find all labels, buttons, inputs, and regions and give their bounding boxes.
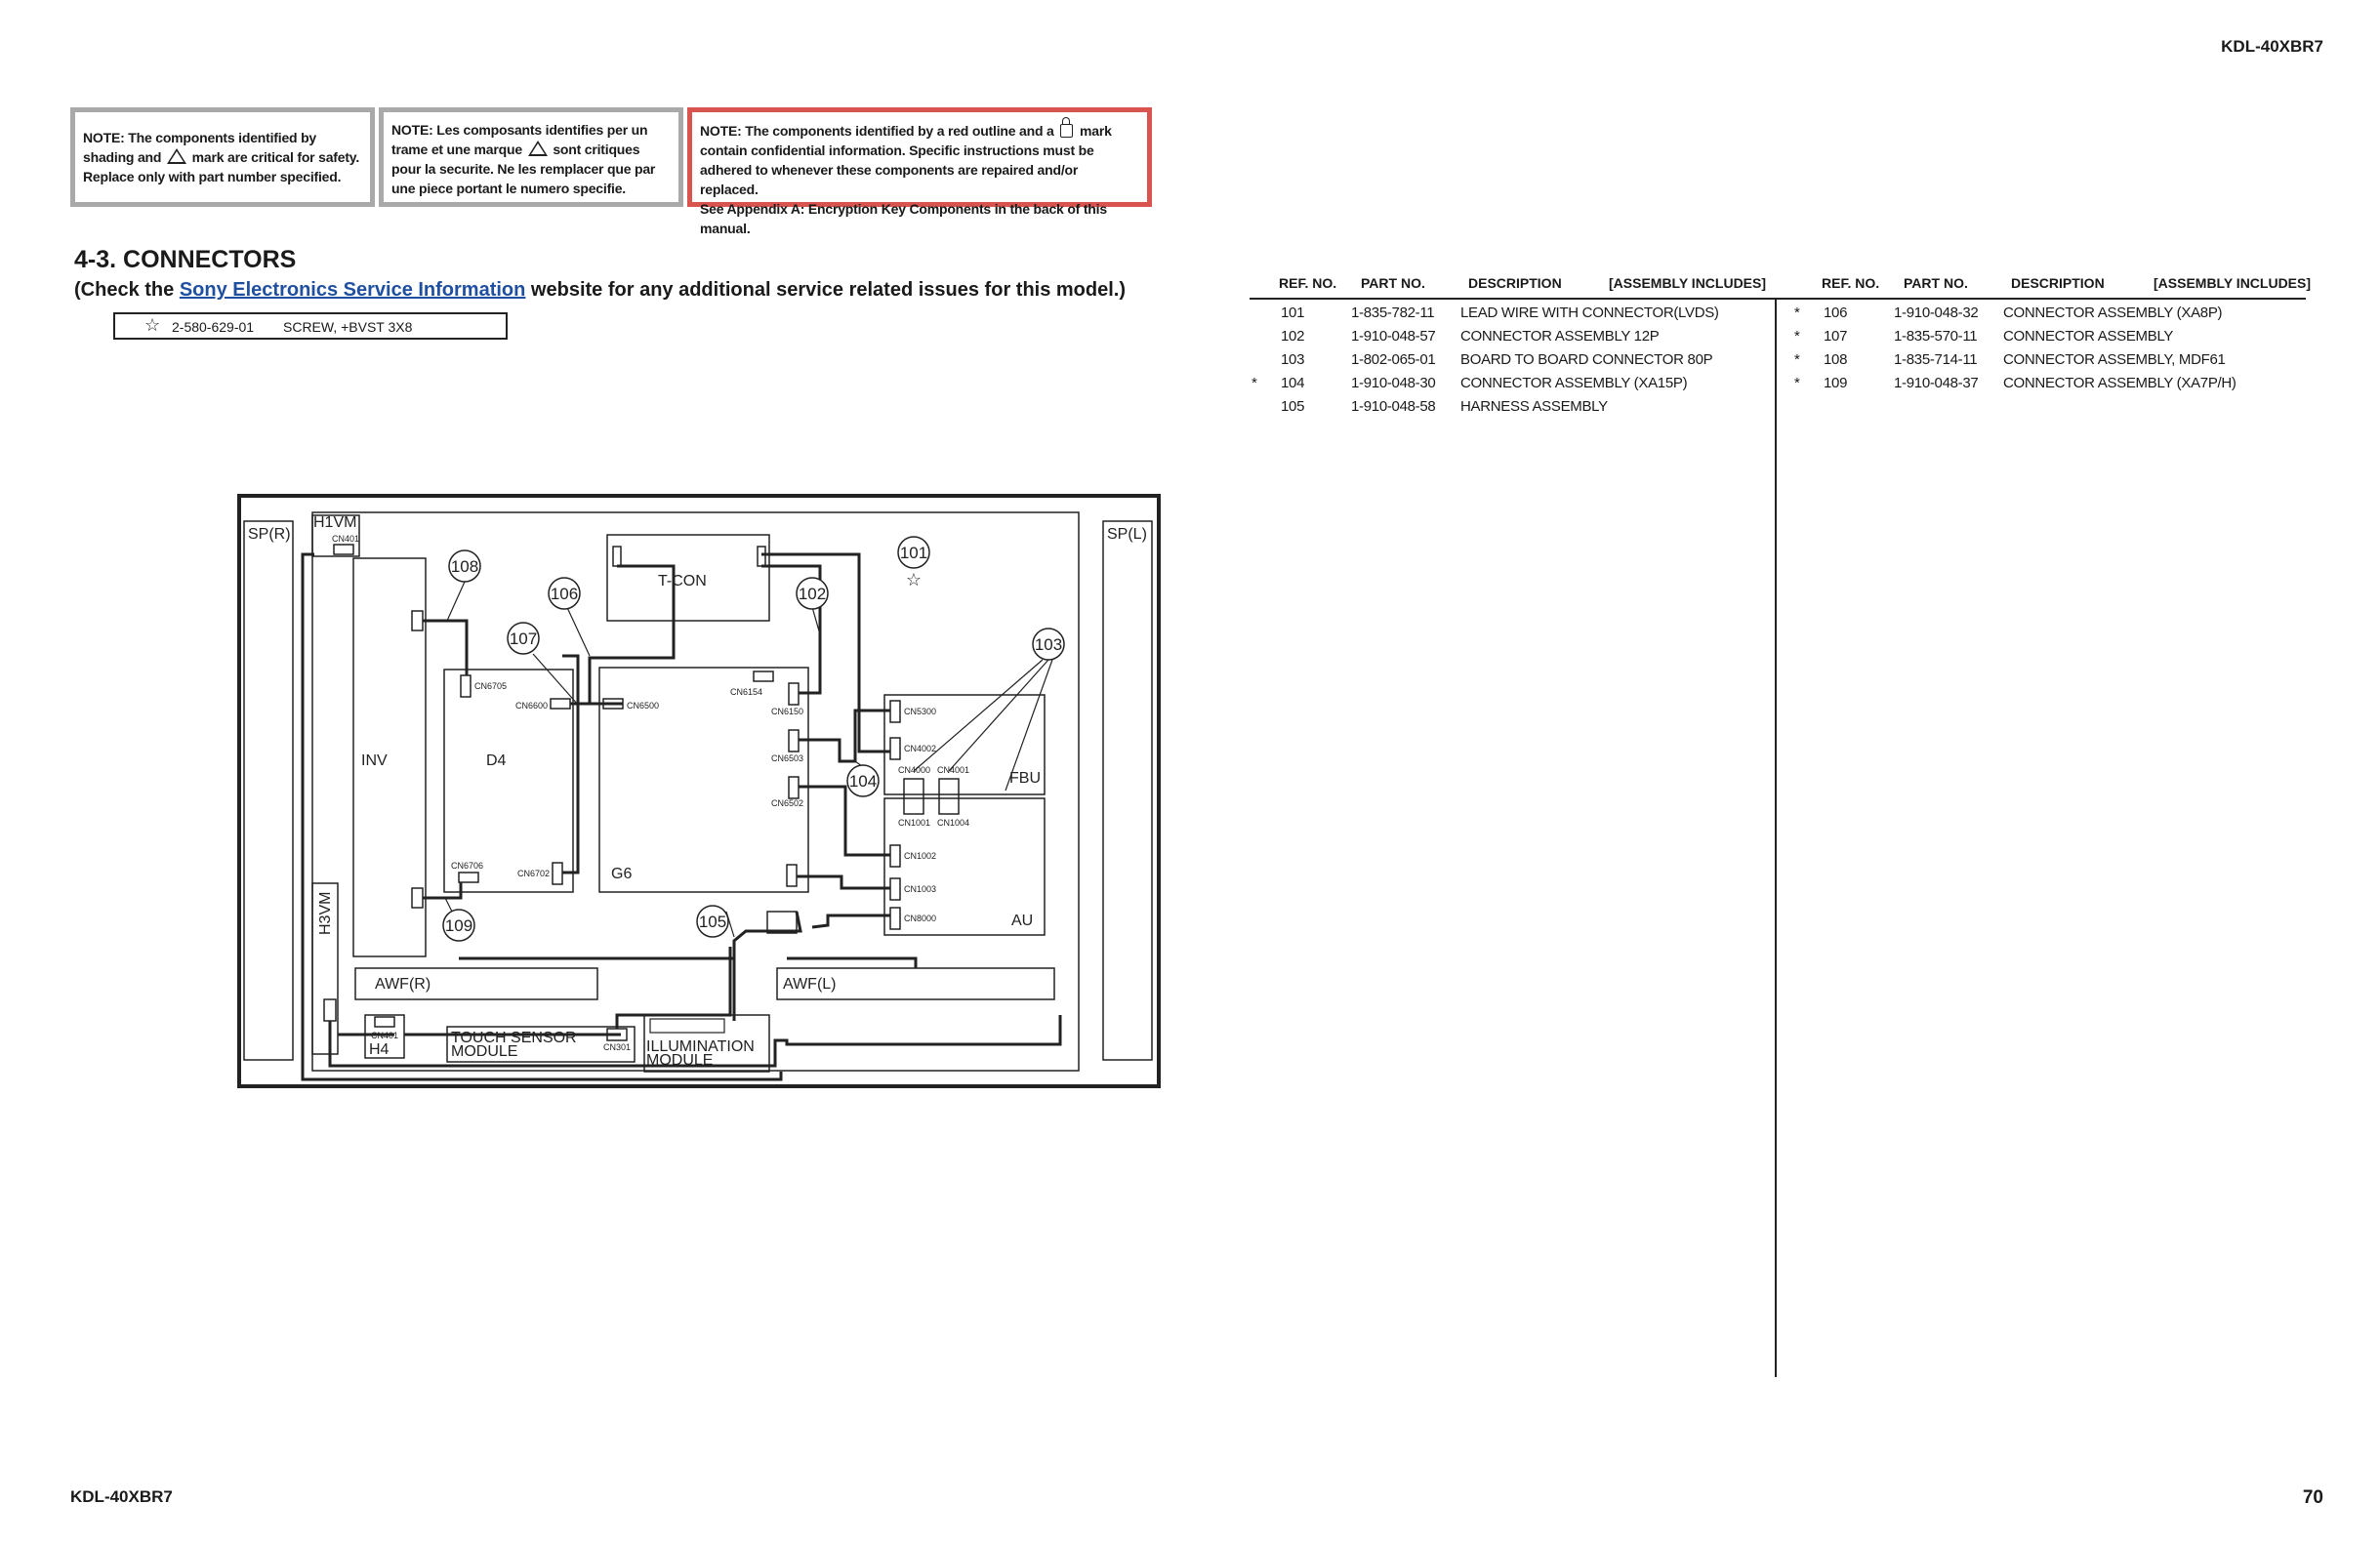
- label-cn5300: CN5300: [904, 707, 937, 716]
- connector-cn5300: [890, 701, 900, 722]
- label-cn401-top: CN401: [332, 534, 360, 544]
- row-part: 1-802-065-01: [1351, 351, 1436, 368]
- row-ref: 108: [1824, 351, 1848, 368]
- connector-tcon-left: [613, 547, 621, 566]
- label-cn6150: CN6150: [771, 707, 804, 716]
- label-fbu: FBU: [1009, 770, 1041, 787]
- page-number: 70: [2302, 1487, 2323, 1508]
- label-cn6502: CN6502: [771, 798, 804, 808]
- row-mark: *: [1794, 351, 1800, 368]
- header-part: PART NO.: [1904, 275, 1968, 291]
- row-part: 1-835-570-11: [1894, 328, 1978, 345]
- row-desc: CONNECTOR ASSEMBLY, MDF61: [2003, 351, 2226, 368]
- label-h1vm: H1VM: [313, 514, 357, 531]
- row-part: 1-910-048-37: [1894, 375, 1979, 391]
- label-tcon: T-CON: [658, 573, 707, 589]
- note-text: mark contain confidential information. Specific instructions must be adhered to whenever these components are repaired and/or replaced.: [700, 123, 1112, 197]
- cable-left-run: [303, 554, 781, 1079]
- callout-109: 109: [444, 916, 473, 935]
- row-mark: *: [1794, 328, 1800, 345]
- label-d4: D4: [486, 752, 507, 769]
- illumination-connector: [650, 1019, 724, 1033]
- header-desc: DESCRIPTION: [1468, 275, 1562, 291]
- label-h3vm: H3VM: [317, 891, 334, 935]
- row-desc: BOARD TO BOARD CONNECTOR 80P: [1460, 351, 1713, 368]
- header-desc: DESCRIPTION: [2011, 275, 2105, 291]
- label-cn6503: CN6503: [771, 753, 804, 763]
- connector-cn6706: [459, 873, 478, 882]
- connector-cn1002: [890, 845, 900, 867]
- screw-part-no: 2-580-629-01: [172, 319, 255, 335]
- leader-106: [564, 601, 590, 656]
- cable-108: [423, 621, 467, 675]
- model-header: KDL-40XBR7: [2221, 37, 2323, 56]
- callout-107: 107: [509, 630, 538, 648]
- cable-105-to-au: [812, 915, 890, 927]
- header-part: PART NO.: [1361, 275, 1425, 291]
- row-desc: CONNECTOR ASSEMBLY (XA15P): [1460, 375, 1688, 391]
- row-desc: LEAD WIRE WITH CONNECTOR(LVDS): [1460, 305, 1719, 321]
- row-ref: 104: [1281, 375, 1305, 391]
- connector-cn4002: [890, 738, 900, 759]
- board-sp-r: [244, 521, 293, 1060]
- cable-109: [423, 882, 461, 898]
- callout-105: 105: [698, 913, 727, 931]
- note-text: The components identified by a red outline and a: [745, 123, 1054, 139]
- label-illumination-1: ILLUMINATION: [646, 1038, 755, 1055]
- callout-102: 102: [798, 585, 827, 603]
- note-label: NOTE:: [83, 130, 125, 145]
- callout-103: 103: [1034, 635, 1063, 654]
- connector-cn1003: [890, 878, 900, 900]
- cable-runs: [303, 554, 1063, 1079]
- board-d4: [444, 670, 573, 892]
- label-sp-l: SP(L): [1107, 526, 1147, 543]
- label-h4: H4: [369, 1041, 390, 1058]
- callout-108: 108: [450, 557, 479, 576]
- row-ref: 103: [1281, 351, 1305, 368]
- row-ref: 106: [1824, 305, 1848, 321]
- label-touch-1: TOUCH SENSOR: [451, 1030, 577, 1046]
- connector-cn401-top: [334, 545, 353, 554]
- connector-h3vm: [324, 999, 336, 1021]
- cable-104c: [797, 876, 890, 888]
- row-mark: *: [1794, 305, 1800, 321]
- row-ref: 105: [1281, 398, 1305, 415]
- label-cn4002: CN4002: [904, 744, 937, 753]
- cable-awf-l: [787, 958, 916, 968]
- callout-104: 104: [848, 772, 878, 791]
- label-au: AU: [1011, 913, 1034, 929]
- cable-d4-g6: [562, 656, 578, 873]
- star-icon: ☆: [144, 315, 161, 335]
- section-title: 4-3. CONNECTORS: [74, 246, 297, 273]
- row-desc: HARNESS ASSEMBLY: [1460, 398, 1608, 415]
- screw-description: SCREW, +BVST 3X8: [283, 319, 413, 335]
- row-mark: *: [1794, 375, 1800, 391]
- check-suffix: website for any additional service related issues for this model.): [525, 279, 1127, 301]
- label-cn6706: CN6706: [451, 861, 484, 871]
- label-awf-r: AWF(R): [375, 976, 431, 993]
- row-desc: CONNECTOR ASSEMBLY (XA7P/H): [2003, 375, 2236, 391]
- label-cn1002: CN1002: [904, 851, 937, 861]
- label-cn4000: CN4000: [898, 765, 931, 775]
- row-part: 1-910-048-57: [1351, 328, 1436, 345]
- label-cn6500: CN6500: [627, 701, 660, 711]
- label-cn6600: CN6600: [515, 701, 549, 711]
- row-part: 1-910-048-58: [1351, 398, 1436, 415]
- row-ref: 109: [1824, 375, 1848, 391]
- label-cn401-bottom: CN401: [371, 1031, 399, 1040]
- note-label: NOTE:: [391, 122, 433, 138]
- header-ref: REF. NO.: [1279, 275, 1337, 291]
- label-cn4001: CN4001: [937, 765, 970, 775]
- connector-cn6705: [461, 675, 471, 697]
- callout-101: 101: [899, 544, 928, 562]
- row-ref: 102: [1281, 328, 1305, 345]
- row-desc: CONNECTOR ASSEMBLY: [2003, 328, 2174, 345]
- label-cn1003: CN1003: [904, 884, 937, 894]
- board-sp-l: [1103, 521, 1152, 1060]
- label-inv: INV: [361, 752, 388, 769]
- row-part: 1-910-048-32: [1894, 305, 1979, 321]
- label-touch-2: MODULE: [451, 1043, 518, 1060]
- service-info-link[interactable]: Sony Electronics Service Information: [179, 279, 526, 301]
- note-text: See Appendix A: Encryption Key Components in the back of this manual.: [700, 201, 1107, 236]
- label-cn8000: CN8000: [904, 914, 937, 923]
- leader-107: [533, 654, 578, 705]
- header-ref: REF. NO.: [1822, 275, 1880, 291]
- note-text: mark are critical for safety. Replace only with part number specified.: [83, 149, 360, 184]
- label-cn6702: CN6702: [517, 869, 551, 878]
- row-mark: *: [1252, 375, 1257, 391]
- row-part: 1-835-782-11: [1351, 305, 1435, 321]
- connector-cn4001: [939, 779, 959, 814]
- row-ref: 101: [1281, 305, 1305, 321]
- callout-106: 106: [550, 585, 579, 603]
- star-icon: ☆: [905, 570, 923, 589]
- row-desc: CONNECTOR ASSEMBLY (XA8P): [2003, 305, 2223, 321]
- label-g6: G6: [611, 866, 633, 882]
- note-text: The components identified by shading and: [83, 130, 317, 165]
- row-desc: CONNECTOR ASSEMBLY 12P: [1460, 328, 1660, 345]
- row-ref: 107: [1824, 328, 1848, 345]
- connector-cn401-bottom: [375, 1017, 394, 1027]
- connector-tcon-right: [758, 547, 765, 566]
- row-part: 1-910-048-30: [1351, 375, 1436, 391]
- label-cn1004: CN1004: [937, 818, 970, 828]
- connector-inv-bottom: [412, 888, 423, 908]
- header-assy: [ASSEMBLY INCLUDES]: [2154, 275, 2312, 291]
- label-awf-l: AWF(L): [783, 976, 837, 993]
- connector-cn8000: [890, 908, 900, 929]
- label-illumination-2: MODULE: [646, 1052, 714, 1069]
- label-cn1001: CN1001: [898, 818, 931, 828]
- cable-104b: [799, 787, 890, 855]
- note-label: NOTE:: [700, 123, 742, 139]
- note-text: Les composants identifies per un trame et une marque: [391, 122, 648, 157]
- connector-cn6154: [754, 671, 773, 681]
- leader-108: [447, 582, 465, 621]
- leader-103b: [949, 660, 1048, 771]
- connector-cn6502: [789, 777, 799, 798]
- connector-cn6503: [789, 730, 799, 752]
- header-assy: [ASSEMBLY INCLUDES]: [1609, 275, 1767, 291]
- connector-cn6600: [551, 699, 570, 709]
- row-part: 1-835-714-11: [1894, 351, 1978, 368]
- connector-cn4000: [904, 779, 923, 814]
- cable-104a: [799, 711, 890, 761]
- model-footer: KDL-40XBR7: [70, 1487, 173, 1506]
- note-text: sont critiques pour la securite. Ne les remplacer que par une piece portant le numero specifie.: [391, 142, 656, 196]
- connector-cn6702: [553, 863, 562, 884]
- connector-inv-top: [412, 611, 423, 630]
- check-prefix: (Check the: [74, 279, 180, 301]
- label-cn6705: CN6705: [474, 681, 508, 691]
- label-sp-r: SP(R): [248, 526, 291, 543]
- connector-g6-bottom: [787, 865, 797, 886]
- label-cn301: CN301: [603, 1042, 632, 1052]
- connector-cn6150: [789, 683, 799, 705]
- label-cn6154: CN6154: [730, 687, 763, 697]
